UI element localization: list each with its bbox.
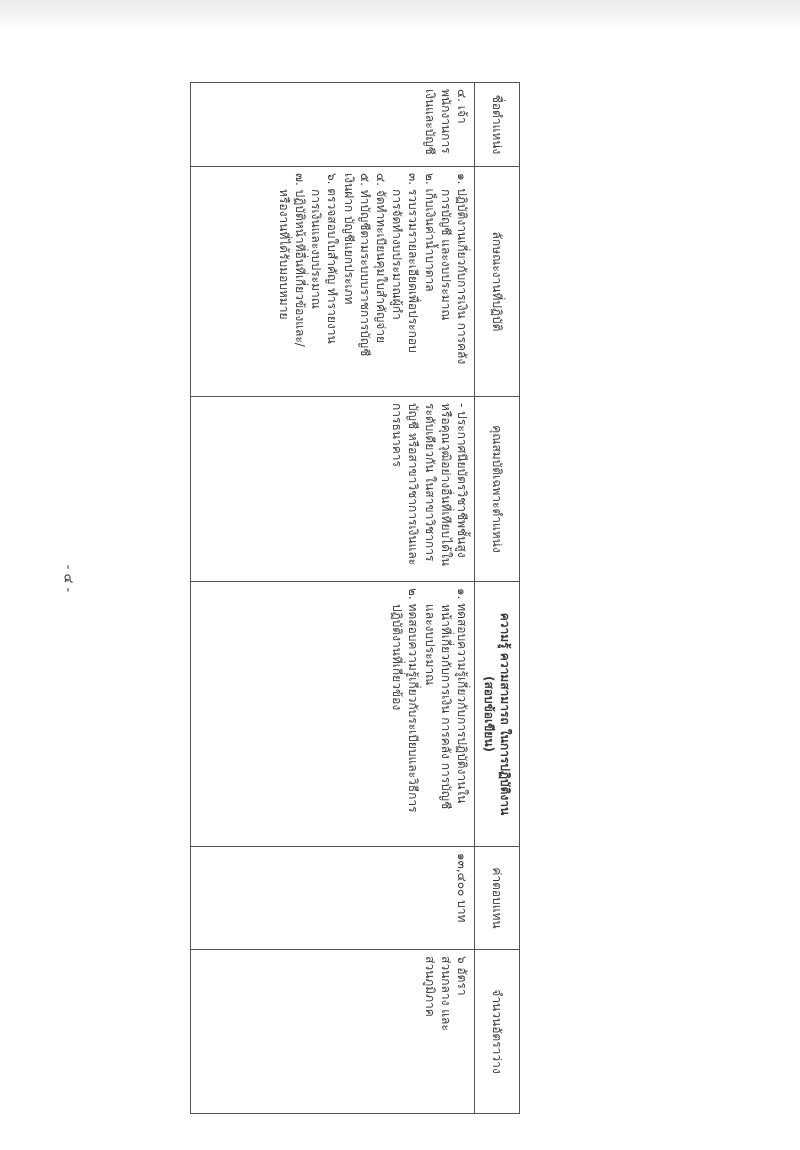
cell-position: ๔. เจ้าพนักงานการเงินและบัญชี <box>191 83 475 167</box>
duty-line: การจัดทำงบประมาณผู้กำ <box>390 189 405 320</box>
qualification-line: หรือคุณวุฒิอย่างอื่นที่เทียบได้ใน <box>438 403 453 567</box>
rotated-table-container <box>190 82 520 1113</box>
header-salary: ค่าตอบแทน <box>475 847 520 950</box>
cell-knowledge <box>191 582 475 847</box>
knowledge-line: หน้าที่เกี่ยวกับการเงิน การคลัง การบัญชี <box>438 604 453 810</box>
header-vacancies: จำนวนอัตราว่าง <box>475 950 520 1114</box>
knowledge-line: ๒. ทดสอบความรู้เกี่ยวกับระเบียบและวิธีการ <box>406 588 421 813</box>
duty-line: ๑. ปฏิบัติงานเกี่ยวกับการเงิน การคลัง <box>455 173 469 365</box>
scan-shadow <box>0 0 800 30</box>
duty-line: เงินฝาก บัญชีแยกประเภท <box>341 173 356 305</box>
vacancy-line: ส่วนกลาง และ <box>438 956 453 1031</box>
duty-line: ๕. ทำบัญชีตามระบบบราชการบัญชี <box>357 173 372 357</box>
duty-line: ๒. เก็บเงินค่าน้ำบาดาล <box>422 173 437 292</box>
vacancy-line: ๖ อัตรา <box>455 956 469 996</box>
knowledge-line: และงบประมาณ <box>422 604 437 686</box>
cell-duties <box>191 167 475 397</box>
duty-line: ๓. รวบรวมรายละเอียดเพื่อประกอบ <box>406 173 421 353</box>
header-knowledge-title: ความรู้ ความสามารถ ในการปฏิบัติงาน <box>498 612 513 816</box>
qualification-line: การธนาคาร <box>390 403 405 467</box>
duty-line: การบัญชี และงบประมาณ <box>438 189 453 321</box>
duty-line: ๖. ตรวจสอบใบสำคัญ ทำรายงาน <box>325 173 340 344</box>
header-position: ชื่อตำแหน่ง <box>475 83 520 167</box>
job-position-table <box>190 82 520 1114</box>
cell-salary: ๑๓,๔๐๐ บาท <box>191 847 475 950</box>
duty-line: ๔. จัดทำทะเบียนคุมใบสำคัญจ่าย <box>374 173 389 344</box>
knowledge-line: ๑. ทดสอบความรู้เกี่ยวกับการปฏิบัติงานใน <box>455 588 469 804</box>
duty-line: การเงินและงบประมาณ <box>309 189 324 309</box>
qualification-line: - ประกาศนียบัตรวิชาชีพชั้นสูง <box>455 403 469 558</box>
page-number: - ๔ - <box>60 564 76 593</box>
duty-line: ๗. ปฏิบัติหน้าที่อื่นที่เกี่ยวข้องและ/ <box>293 173 308 347</box>
vacancy-line: ส่วนภูมิภาค <box>422 956 437 1017</box>
cell-qualifications <box>191 397 475 582</box>
qualification-line: บัญชี หรือสาขาวิชาการเงินและ <box>406 403 421 566</box>
header-knowledge-subtitle: (สอบข้อเขียน) <box>482 675 496 753</box>
table-header-row <box>475 83 520 1114</box>
duty-line: หรืองานที่ได้รับมอบหมาย <box>276 189 291 320</box>
header-duties: ลักษณะงานที่ปฏิบัติ <box>475 167 520 397</box>
cell-vacancies <box>191 950 475 1114</box>
header-knowledge <box>475 582 520 847</box>
knowledge-line: ปฏิบัติงานที่เกี่ยวข้อง <box>390 604 405 711</box>
qualification-line: ระดับเดียวกัน ในสาขาวิชาการ <box>422 403 437 562</box>
header-qualifications: คุณสมบัติเฉพาะตำแหน่ง <box>475 397 520 582</box>
table-row <box>191 83 475 1114</box>
